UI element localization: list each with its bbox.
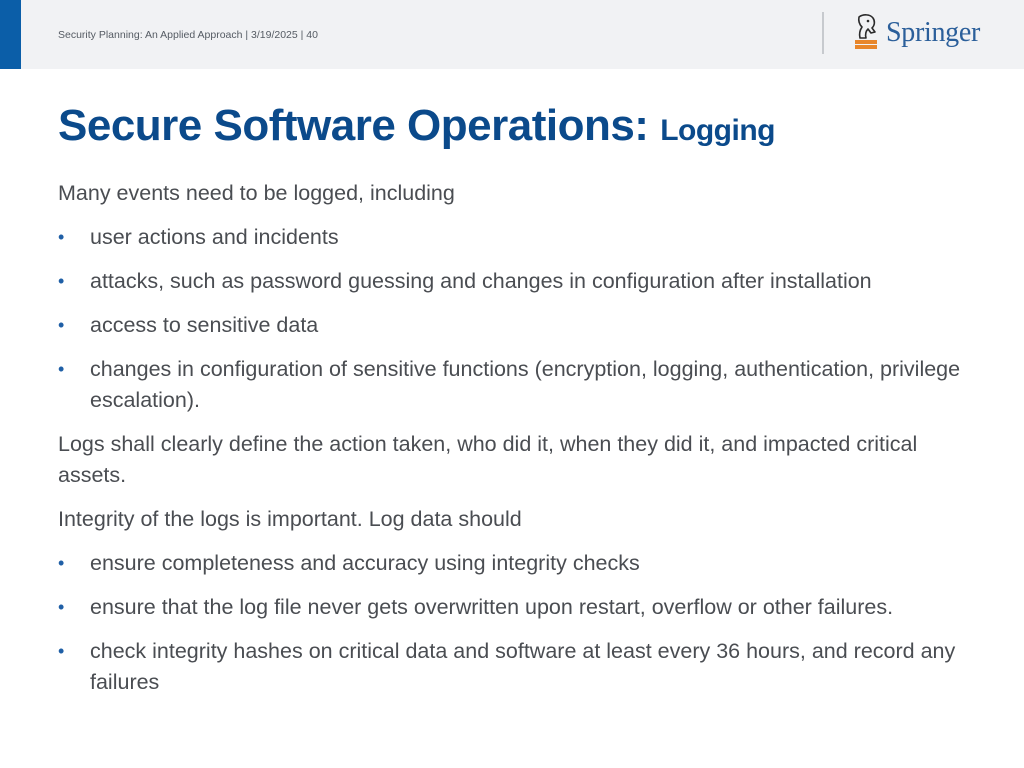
bullet-icon: • bbox=[58, 553, 65, 573]
list-item: • changes in configuration of sensitive functions (encryption, logging, authentication, privilege escalation). bbox=[58, 354, 978, 416]
list-item: • access to sensitive data bbox=[58, 310, 978, 341]
intro-paragraph: Many events need to be logged, including bbox=[58, 181, 455, 205]
title-sub: Logging bbox=[660, 114, 775, 147]
logged-events-list bbox=[58, 222, 978, 416]
slide-title bbox=[58, 101, 775, 151]
bullet-icon: • bbox=[58, 315, 65, 335]
title-main: Secure Software Operations: bbox=[58, 101, 649, 150]
slide-header bbox=[0, 0, 1024, 69]
springer-horse-icon bbox=[851, 13, 881, 51]
list-item: • attacks, such as password guessing and changes in configuration after installation bbox=[58, 266, 978, 297]
bullet-icon: • bbox=[58, 227, 65, 247]
header-accent-bar bbox=[0, 0, 21, 69]
header-divider bbox=[822, 12, 824, 54]
bullet-icon: • bbox=[58, 597, 65, 617]
list-item: • ensure completeness and accuracy using integrity checks bbox=[58, 548, 978, 579]
slide-footer-text: Security Planning: An Applied Approach | 3/19/2025 | 40 bbox=[58, 29, 318, 41]
slide-body bbox=[58, 178, 978, 711]
bullet-icon: • bbox=[58, 359, 65, 379]
list-item: • user actions and incidents bbox=[58, 222, 978, 253]
bullet-icon: • bbox=[58, 271, 65, 291]
springer-wordmark: Springer bbox=[886, 17, 981, 48]
log-definition-paragraph: Logs shall clearly define the action taken, who did it, when they did it, and impacted critical assets. bbox=[58, 432, 918, 487]
list-item: • check integrity hashes on critical data and software at least every 36 hours, and record any failures bbox=[58, 636, 978, 698]
springer-logo bbox=[851, 13, 981, 53]
integrity-paragraph: Integrity of the logs is important. Log data should bbox=[58, 507, 522, 531]
log-integrity-list bbox=[58, 548, 978, 698]
bullet-icon: • bbox=[58, 641, 65, 661]
list-item: • ensure that the log file never gets overwritten upon restart, overflow or other failures. bbox=[58, 592, 978, 623]
